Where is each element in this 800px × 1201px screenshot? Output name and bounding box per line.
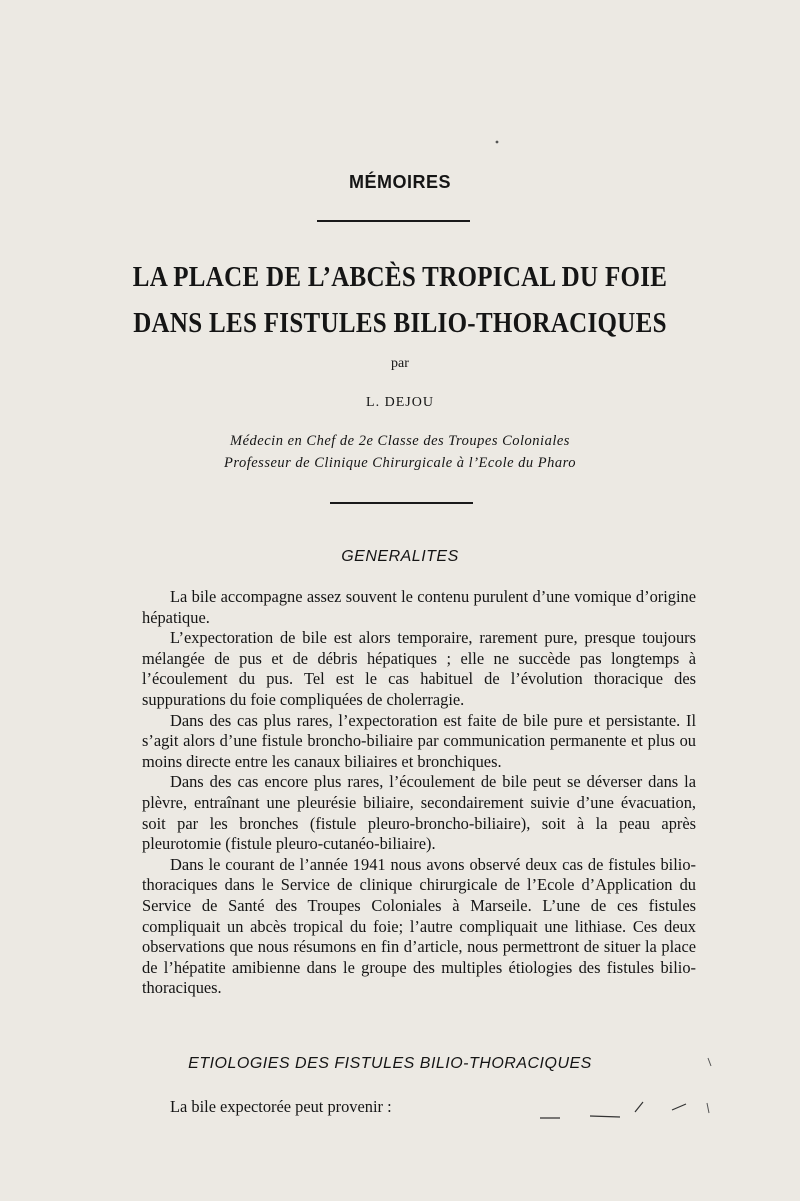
byline: par xyxy=(391,356,409,371)
subheading-etiologies: ETIOLOGIES DES FISTULES BILIO-THORACIQUES xyxy=(188,1055,592,1072)
subheading-generalites: GENERALITES xyxy=(341,548,459,565)
author-affiliation-line-2: Professeur de Clinique Chirurgicale à l’Ecole du Pharo xyxy=(224,455,576,471)
paragraph-start: La bile expectorée peut provenir : xyxy=(170,1097,392,1116)
article-title-line-1: LA PLACE DE L’ABCÈS TROPICAL DU FOIE xyxy=(132,262,668,293)
author-name: L. DEJOU xyxy=(366,395,434,410)
paragraph: L’expectoration de bile est alors temporaire, rarement pure, presque toujours mélangée de pus et de débris hépatiques ; elle ne succède pas longtemps à l’écoulement du pus. Tel est le cas habituel de l’évolution thoracique des suppurations du foie compliquées de cholerragie. xyxy=(142,628,696,709)
paragraph: Dans le courant de l’année 1941 nous avons observé deux cas de fistules bilio-thoraciques dans le Service de clinique chirurgicale de l’Ecole d’Application du Service de Santé des Troupes Coloniales à Marseile. L’une de ces fistules compliquait un abcès tropical du foie; l’autre compliquait une lithiase. Ces deux observations que nous résumons en fin d’article, nous permettront de situer la place de l’hépatite amibienne dans le groupe des multiples étiologies des fistules bilio-thoraciques. xyxy=(142,854,696,998)
paragraph: La bile accompagne assez souvent le contenu purulent d’une vomique d’origine hépatique. xyxy=(142,587,696,627)
paragraph: Dans des cas plus rares, l’expectoration est faite de bile pure et persistante. Il s’agit alors d’une fistule broncho-biliaire par communication permanente et plus ou moins directe entre les canaux biliaires et bronchiques. xyxy=(142,710,696,771)
article-title-line-2: DANS LES FISTULES BILIO-THORACIQUES xyxy=(133,308,667,339)
author-affiliation-line-1: Médecin en Chef de 2e Classe des Troupes Coloniales xyxy=(230,433,570,449)
section-heading: MÉMOIRES xyxy=(348,172,451,192)
paragraph: Dans des cas encore plus rares, l’écoulement de bile peut se déverser dans la plèvre, entraînant une pleurésie biliaire, secondairement suivie d’une évacuation, soit par les bronches (fistule pleuro-broncho-biliaire), soit à la peau après pleurotomie (fistule pleuro-cutanéo-biliaire). xyxy=(142,772,696,854)
